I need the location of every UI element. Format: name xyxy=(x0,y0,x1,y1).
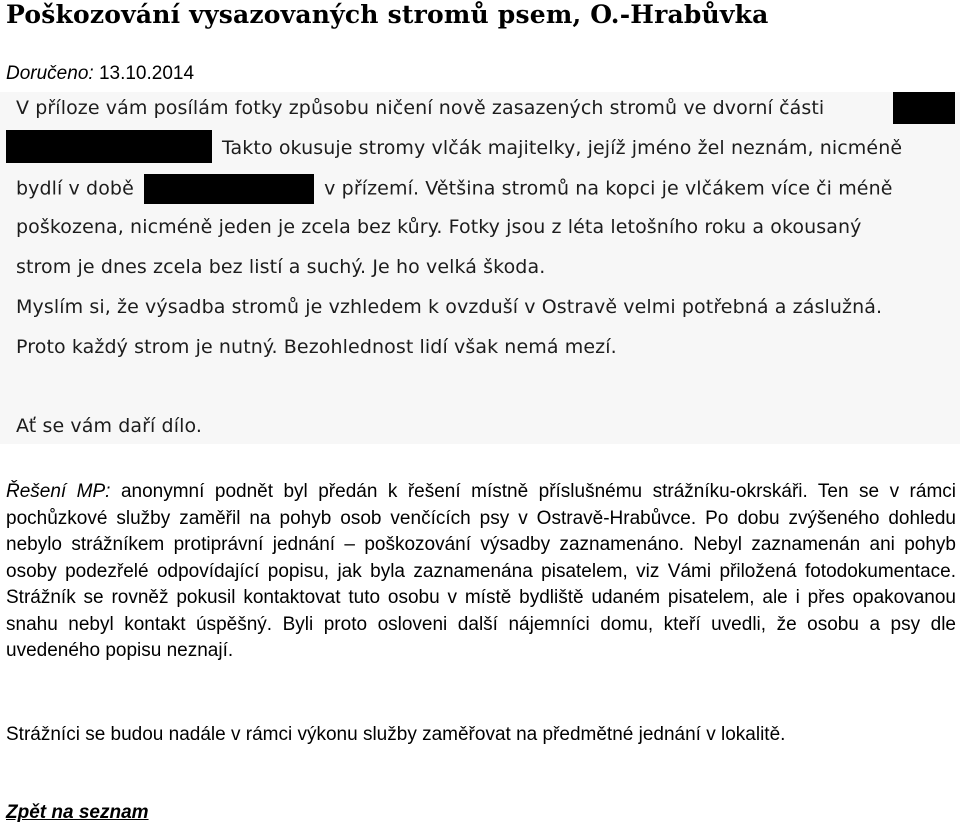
letter-line-3a: bydlí v době xyxy=(16,177,134,200)
delivered-date xyxy=(6,63,194,85)
redaction-box xyxy=(6,130,212,163)
delivered-value: 13.10.2014 xyxy=(98,63,195,84)
letter-line-4: poškozena, nicméně jeden je zcela bez kůry. Fotky jsou z léta letošního roku a okousaný xyxy=(16,216,862,238)
letter-line-8: Ať se vám daří dílo. xyxy=(16,415,202,437)
letter-line-6: Myslím si, že výsadba stromů je vzhledem k ovzduší v Ostravě velmi potřebná a záslužná. xyxy=(16,296,883,318)
delivered-label: Doručeno: xyxy=(6,63,94,84)
page-title: Poškozování vysazovaných stromů psem, O.-Hrabůvka xyxy=(6,0,769,29)
letter-line-5: strom je dnes zcela bez listí a suchý. Je ho velká škoda. xyxy=(16,256,546,278)
response-paragraph xyxy=(6,479,956,665)
scanned-letter-image xyxy=(0,92,960,444)
closing-paragraph: Strážníci se budou nadále v rámci výkonu služby zaměřovat na předmětné jednání v lokalitě. xyxy=(6,724,786,745)
letter-line-1: V příloze vám posílám fotky způsobu ničení nově zasazených stromů ve dvorní části xyxy=(16,97,825,119)
redaction-box xyxy=(893,92,955,124)
letter-line-2: Takto okusuje stromy vlčák majitelky, jejíž jméno žel neznám, nicméně xyxy=(222,137,903,159)
letter-line-3b: v přízemí. Většina stromů na kopci je vlčákem více či méně xyxy=(324,177,893,200)
back-to-list-link[interactable]: Zpět na seznam xyxy=(6,802,149,823)
redaction-box xyxy=(144,174,314,204)
response-text: anonymní podnět byl předán k řešení místně příslušnému strážníku-okrskáři. Ten se v rámci pochůzkové služby zaměřil na pohyb osob venčících psy v Ostravě-Hrabůvce. Po dobu zvýšeného dohledu nebylo strážníkem protiprávní jednání – poškozování výsadby zaznamenáno. Nebyl zaznamenán ani pohyb osoby podezřelé odpovídající popisu, jak byla zaznamenána pisatelem, viz Vámi přiložená fotodokumentace. Strážník se rovněž pokusil kontaktovat tuto osobu v místě bydliště udaném pisatelem, ale i přes opakovanou snahu nebyl kontakt úspěšný. Byli proto osloveni další nájemníci domu, kteří uvedli, že osobu a psy dle uvedeného popisu neznají. xyxy=(6,481,957,661)
letter-line-3 xyxy=(16,174,893,204)
response-label: Řešení MP: xyxy=(6,481,111,502)
letter-line-7: Proto každý strom je nutný. Bezohlednost lidí však nemá mezí. xyxy=(16,336,617,358)
